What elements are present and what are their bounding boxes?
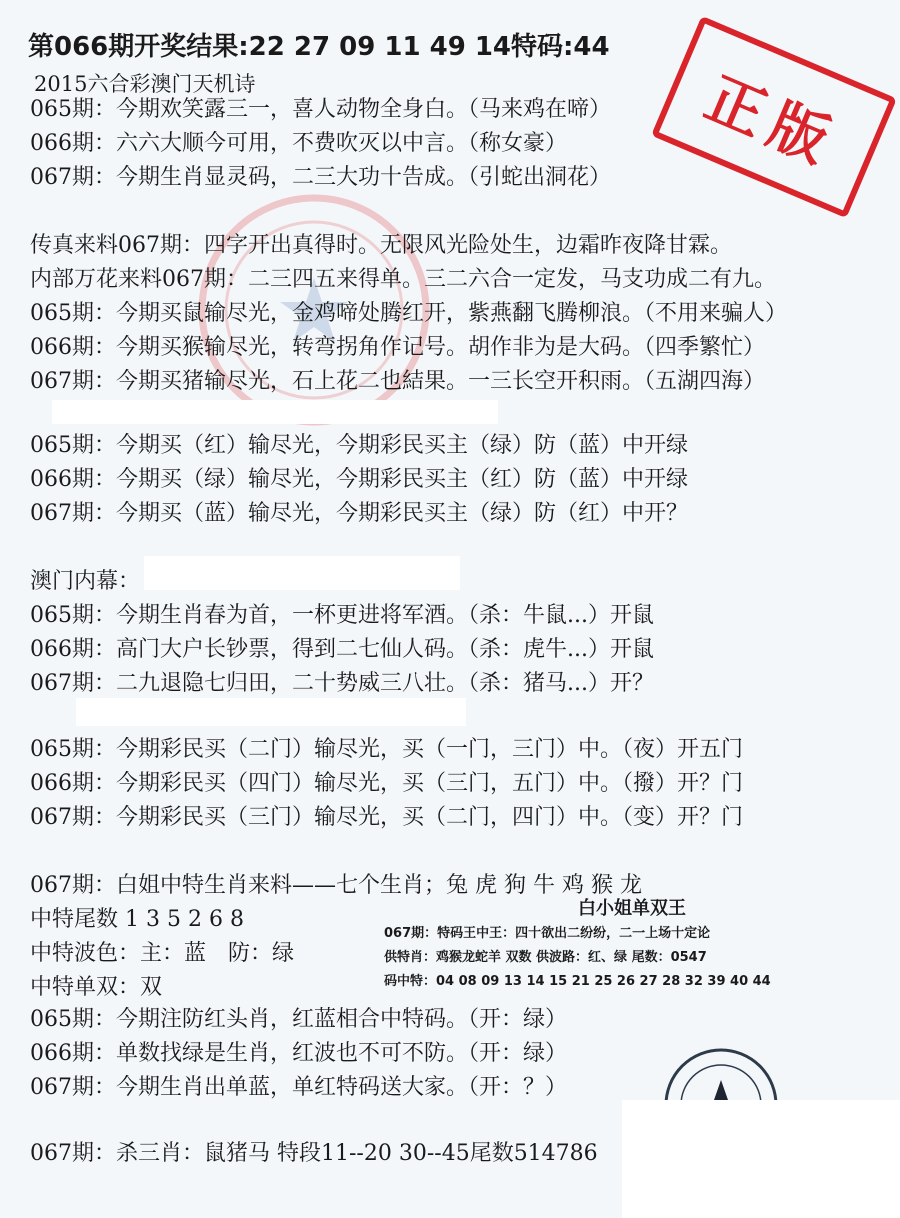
tail-number-line: 中特尾数 1 3 5 2 6 8: [30, 907, 244, 932]
blank-corner: [622, 1100, 900, 1218]
poem-subtitle: 2015六合彩澳门天机诗: [34, 72, 256, 96]
color-line-066: 066期：今期买（绿）输尽光，今期彩民买主（红）防（蓝）中开绿: [30, 467, 688, 492]
color-line-065: 065期：今期买（红）输尽光，今期彩民买主（绿）防（蓝）中开绿: [30, 433, 688, 458]
zhengban-stamp: [651, 16, 897, 219]
open-line-065: 065期：今期注防红头肖，红蓝相合中特码。（开：绿）: [30, 1007, 567, 1032]
buy-line-065: 065期：今期买鼠输尽光，金鸡啼处腾红开，紫燕翻飞腾柳浪。（不用来骗人）: [30, 301, 787, 326]
box-line-1: 067期：特码王中王：四十欲出二纷纷，二一上场十定论: [384, 926, 711, 941]
zodiac-line-067: 067期：白姐中特生肖来料——七个生肖；兔 虎 狗 牛 鸡 猴 龙: [30, 873, 642, 898]
door-line-067: 067期：今期彩民买（三门）输尽光，买（二门，四门）中。（变）开？门: [30, 805, 743, 830]
door-line-065: 065期：今期彩民买（二门）输尽光，买（一门，三门）中。（夜）开五门: [30, 737, 743, 762]
poem-line-067: 067期：今期生肖显灵码，二三大功十告成。（引蛇出洞花）: [30, 165, 611, 190]
open-line-066: 066期：单数找绿是生肖，红波也不可不防。（开：绿）: [30, 1041, 567, 1066]
kill-line-066: 066期：高门大户长钞票，得到二七仙人码。（杀：虎牛...）开鼠: [30, 637, 654, 662]
blank-bar: [76, 698, 466, 726]
buy-line-066: 066期：今期买猴输尽光，转弯拐角作记号。胡作非为是大码。（四季繁忙）: [30, 335, 765, 360]
poem-line-066: 066期：六六大顺今可用，不费吹灭以中言。（称女豪）: [30, 131, 567, 156]
blank-bar: [52, 400, 498, 424]
odd-even-line: 中特单双：双: [30, 975, 163, 1000]
draw-result-header: 第066期开奖结果:22 27 09 11 49 14特码:44: [28, 32, 610, 62]
kill-three-zodiac-line: 067期：杀三肖：鼠猪马 特段11--20 30--45尾数514786: [30, 1141, 598, 1166]
poem-line-065: 065期：今期欢笑露三一，喜人动物全身白。（马来鸡在啼）: [30, 97, 611, 122]
blank-bar: [144, 556, 460, 590]
internal-source-line: 内部万花来料067期：二三四五来得单。三二六合一定发，马支功成二有九。: [30, 267, 776, 292]
macau-inside-heading: 澳门内幕：: [30, 569, 141, 594]
wave-color-line: 中特波色：主：蓝 防：绿: [30, 941, 295, 966]
box-title: 白小姐单双王: [578, 898, 686, 919]
stamp-text: 正版: [696, 63, 848, 180]
buy-line-067: 067期：今期买猪输尽光，石上花二也結果。一三长空开积雨。（五湖四海）: [30, 369, 765, 394]
box-line-3: 码中特：04 08 09 13 14 15 21 25 26 27 28 32 39 40 44: [384, 974, 771, 989]
box-line-2: 供特肖：鸡猴龙蛇羊 双数 供波路：红、绿 尾数：0547: [384, 950, 707, 965]
fax-source-line: 传真来料067期：四字开出真得时。无限风光险处生，边霜昨夜降甘霖。: [30, 233, 732, 258]
kill-line-067: 067期：二九退隐七归田，二十势威三八壮。（杀：猪马...）开？: [30, 671, 654, 696]
kill-line-065: 065期：今期生肖春为首，一杯更进将军酒。（杀：牛鼠...）开鼠: [30, 603, 654, 628]
open-line-067: 067期：今期生肖出单蓝，单红特码送大家。（开：？）: [30, 1075, 567, 1100]
color-line-067: 067期：今期买（蓝）输尽光，今期彩民买主（绿）防（红）中开？: [30, 501, 688, 526]
door-line-066: 066期：今期彩民买（四门）输尽光，买（三门，五门）中。（撥）开？门: [30, 771, 743, 796]
